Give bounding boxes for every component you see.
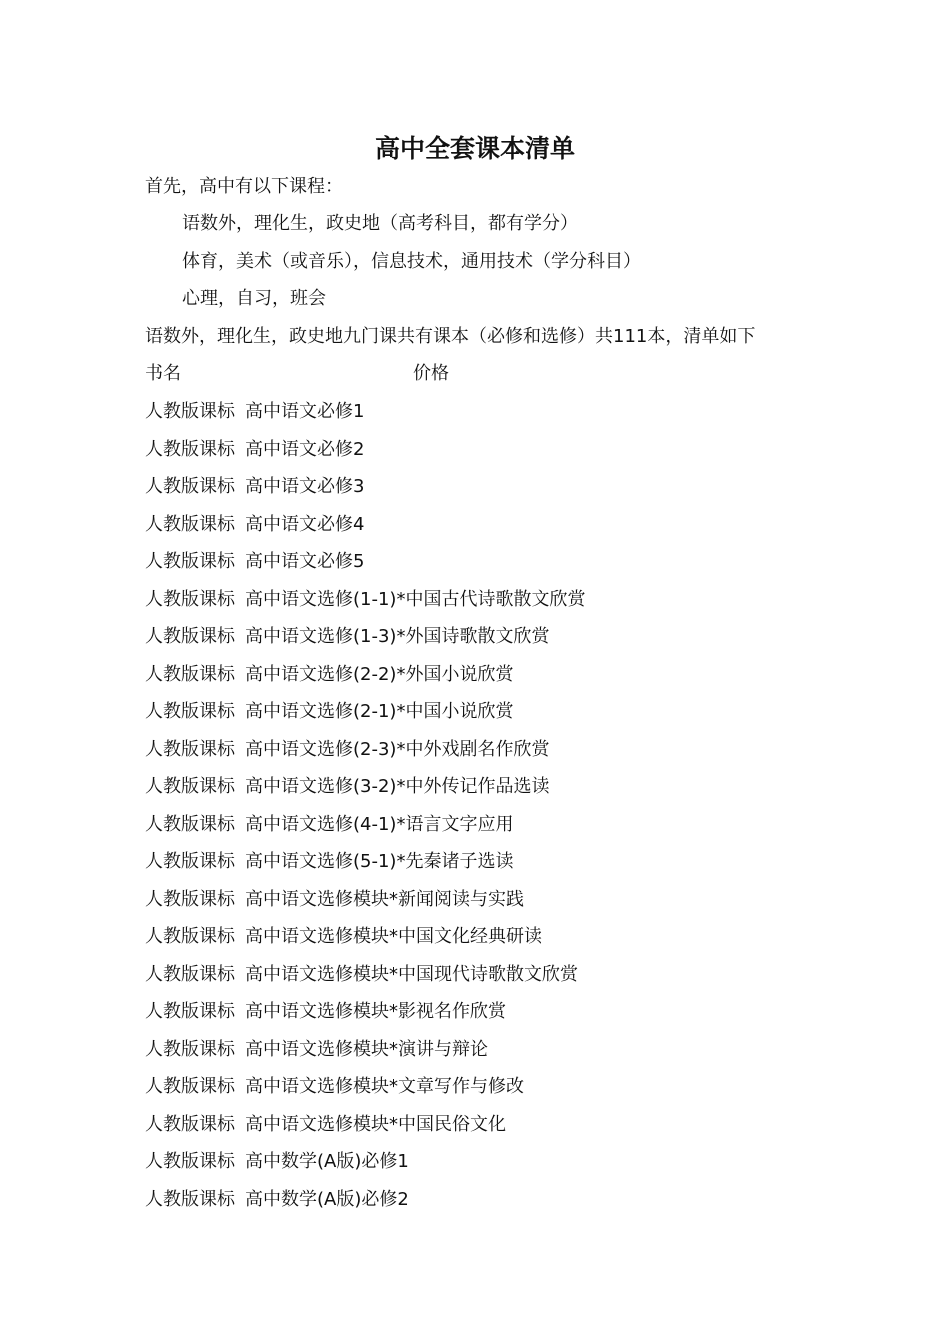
book-row xyxy=(145,993,506,1030)
course-line: 心理，自习，班会 xyxy=(182,288,326,309)
header-name: 书名 xyxy=(145,363,181,384)
book-row xyxy=(145,806,513,843)
book-row xyxy=(145,918,542,955)
book-publisher: 人教版课标 xyxy=(145,626,235,647)
book-row xyxy=(145,656,513,693)
book-row xyxy=(145,431,364,468)
book-publisher: 人教版课标 xyxy=(145,738,235,760)
book-row xyxy=(145,956,578,993)
book-publisher: 人教版课标 xyxy=(145,1076,235,1097)
document-title: 高中全套课本清单 xyxy=(374,134,575,163)
book-row xyxy=(145,581,585,618)
book-name: 高中语文必修5 xyxy=(245,551,365,572)
book-publisher: 人教版课标 xyxy=(145,888,235,910)
book-name: 高中语文必修3 xyxy=(245,476,365,497)
header-price: 价格 xyxy=(413,363,449,384)
book-name: 高中语文选修模块*中国文化经典研读 xyxy=(245,926,542,947)
book-row xyxy=(145,506,364,543)
book-publisher: 人教版课标 xyxy=(145,1113,235,1135)
book-publisher: 人教版课标 xyxy=(145,476,235,497)
book-publisher: 人教版课标 xyxy=(145,701,235,722)
book-publisher: 人教版课标 xyxy=(145,776,235,797)
book-publisher: 人教版课标 xyxy=(145,813,235,835)
book-row xyxy=(145,1106,506,1143)
book-name: 高中语文选修模块*中国民俗文化 xyxy=(245,1113,506,1135)
summary-text: 语数外，理化生，政史地九门课共有课本（必修和选修）共111本，清单如下 xyxy=(145,326,756,347)
book-row xyxy=(145,543,364,580)
book-row xyxy=(145,1068,524,1105)
book-row xyxy=(145,1031,488,1068)
intro-text: 首先，高中有以下课程： xyxy=(145,176,343,197)
book-name: 高中语文选修(2-3)*中外戏剧名作欣赏 xyxy=(245,738,550,760)
book-publisher: 人教版课标 xyxy=(145,1151,235,1172)
book-row xyxy=(145,1143,409,1180)
book-row xyxy=(145,731,549,768)
course-line: 体育，美术（或音乐），信息技术，通用技术（学分科目） xyxy=(182,251,641,272)
book-name: 高中语文选修模块*影视名作欣赏 xyxy=(245,1001,506,1022)
book-publisher: 人教版课标 xyxy=(145,1188,235,1210)
book-publisher: 人教版课标 xyxy=(145,663,235,685)
book-name: 高中语文选修(3-2)*中外传记作品选读 xyxy=(245,776,550,797)
book-name: 高中语文选修模块*文章写作与修改 xyxy=(245,1076,524,1097)
book-name: 高中语文选修(4-1)*语言文字应用 xyxy=(245,813,514,835)
book-name: 高中语文必修1 xyxy=(245,401,365,422)
book-publisher: 人教版课标 xyxy=(145,1001,235,1022)
book-name: 高中语文选修(1-1)*中国古代诗歌散文欣赏 xyxy=(245,588,586,610)
list-header xyxy=(145,355,745,392)
book-name: 高中语文选修(2-1)*中国小说欣赏 xyxy=(245,701,514,722)
book-name: 高中语文选修模块*演讲与辩论 xyxy=(245,1038,488,1060)
book-publisher: 人教版课标 xyxy=(145,851,235,872)
book-publisher: 人教版课标 xyxy=(145,963,235,985)
book-name: 高中数学(A版)必修2 xyxy=(245,1188,409,1210)
book-name: 高中语文选修模块*中国现代诗歌散文欣赏 xyxy=(245,963,578,985)
book-publisher: 人教版课标 xyxy=(145,926,235,947)
book-publisher: 人教版课标 xyxy=(145,438,235,460)
book-publisher: 人教版课标 xyxy=(145,1038,235,1060)
book-publisher: 人教版课标 xyxy=(145,551,235,572)
book-row xyxy=(145,843,513,880)
book-name: 高中数学(A版)必修1 xyxy=(245,1151,409,1172)
book-row xyxy=(145,1181,409,1218)
book-publisher: 人教版课标 xyxy=(145,401,235,422)
book-name: 高中语文必修2 xyxy=(245,438,365,460)
book-name: 高中语文选修模块*新闻阅读与实践 xyxy=(245,888,524,910)
book-row xyxy=(145,618,549,655)
book-name: 高中语文选修(1-3)*外国诗歌散文欣赏 xyxy=(245,626,550,647)
book-row xyxy=(145,768,549,805)
book-name: 高中语文选修(2-2)*外国小说欣赏 xyxy=(245,663,514,685)
book-row xyxy=(145,693,513,730)
book-publisher: 人教版课标 xyxy=(145,588,235,610)
book-row xyxy=(145,393,364,430)
course-line: 语数外，理化生，政史地（高考科目，都有学分） xyxy=(182,213,578,234)
book-publisher: 人教版课标 xyxy=(145,513,235,535)
book-row xyxy=(145,468,364,505)
book-row xyxy=(145,881,524,918)
book-name: 高中语文选修(5-1)*先秦诸子选读 xyxy=(245,851,514,872)
book-name: 高中语文必修4 xyxy=(245,513,365,535)
